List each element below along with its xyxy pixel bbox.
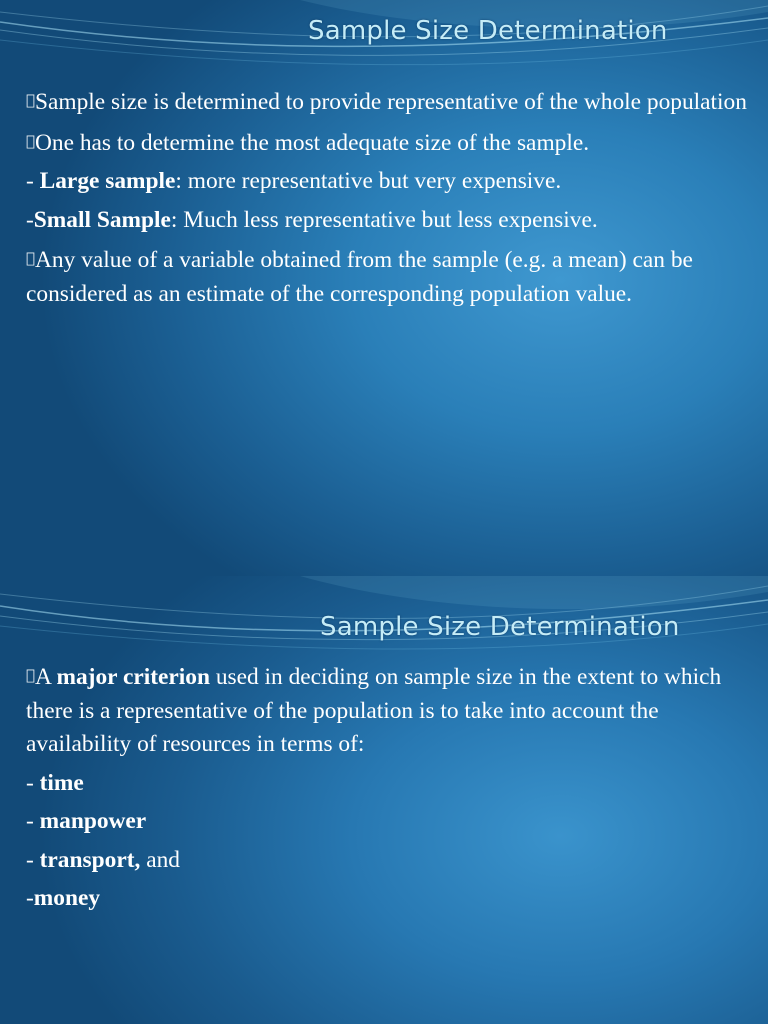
item-suffix: and bbox=[140, 846, 180, 873]
paragraph-text: Any value of a variable obtained from the sample (e.g. a mean) can be considered as an estimate of the corresponding population value. bbox=[26, 247, 684, 307]
slide-body bbox=[26, 84, 751, 316]
dash-item-large-sample bbox=[26, 165, 751, 199]
paragraph-text: used in deciding on sample size in the extent to which there is a representative of the population is to take into account the availability of resources in terms of: bbox=[26, 664, 713, 757]
bullet-paragraph bbox=[26, 242, 751, 311]
bullet-icon bbox=[26, 132, 35, 150]
bullet-paragraph bbox=[26, 84, 751, 120]
dash-prefix: - bbox=[26, 168, 40, 194]
dash-item-manpower bbox=[26, 805, 751, 839]
term-small-sample: Small Sample bbox=[33, 206, 171, 233]
bullet-icon bbox=[26, 666, 35, 684]
slide-2 bbox=[0, 576, 768, 1024]
slide-title: Sample Size Determination bbox=[308, 16, 668, 46]
resource-money: money bbox=[33, 885, 101, 911]
dash-prefix: - bbox=[26, 808, 40, 834]
bullet-icon bbox=[26, 91, 35, 109]
bullet-paragraph bbox=[26, 125, 751, 161]
dash-prefix: - bbox=[26, 846, 40, 873]
slide-title: Sample Size Determination bbox=[320, 612, 680, 642]
term-major-criterion: major criterion bbox=[47, 664, 201, 690]
resource-manpower: manpower bbox=[39, 808, 147, 834]
term-description: : more representative but very expensive. bbox=[175, 168, 562, 194]
term-large-sample: Large sample bbox=[39, 168, 176, 194]
dash-item-small-sample bbox=[26, 204, 751, 238]
bullet-icon bbox=[26, 249, 35, 267]
dash-prefix: - bbox=[26, 769, 40, 796]
dash-item-money bbox=[26, 882, 751, 916]
dash-item-time bbox=[26, 767, 751, 801]
slide-body bbox=[26, 659, 751, 921]
resource-time: time bbox=[39, 769, 84, 796]
resource-transport: transport, bbox=[39, 846, 141, 873]
paragraph-text: One has to determine the most adequate size of the sample. bbox=[26, 129, 581, 156]
bullet-paragraph bbox=[26, 659, 751, 762]
paragraph-text: A bbox=[26, 664, 48, 690]
paragraph-text: Sample size is determined to provide representative of the whole population bbox=[26, 89, 738, 115]
dash-prefix: - bbox=[26, 206, 34, 233]
term-description: : Much less representative but less expensive. bbox=[170, 206, 598, 233]
dash-prefix: - bbox=[26, 885, 34, 911]
dash-item-transport bbox=[26, 844, 751, 878]
